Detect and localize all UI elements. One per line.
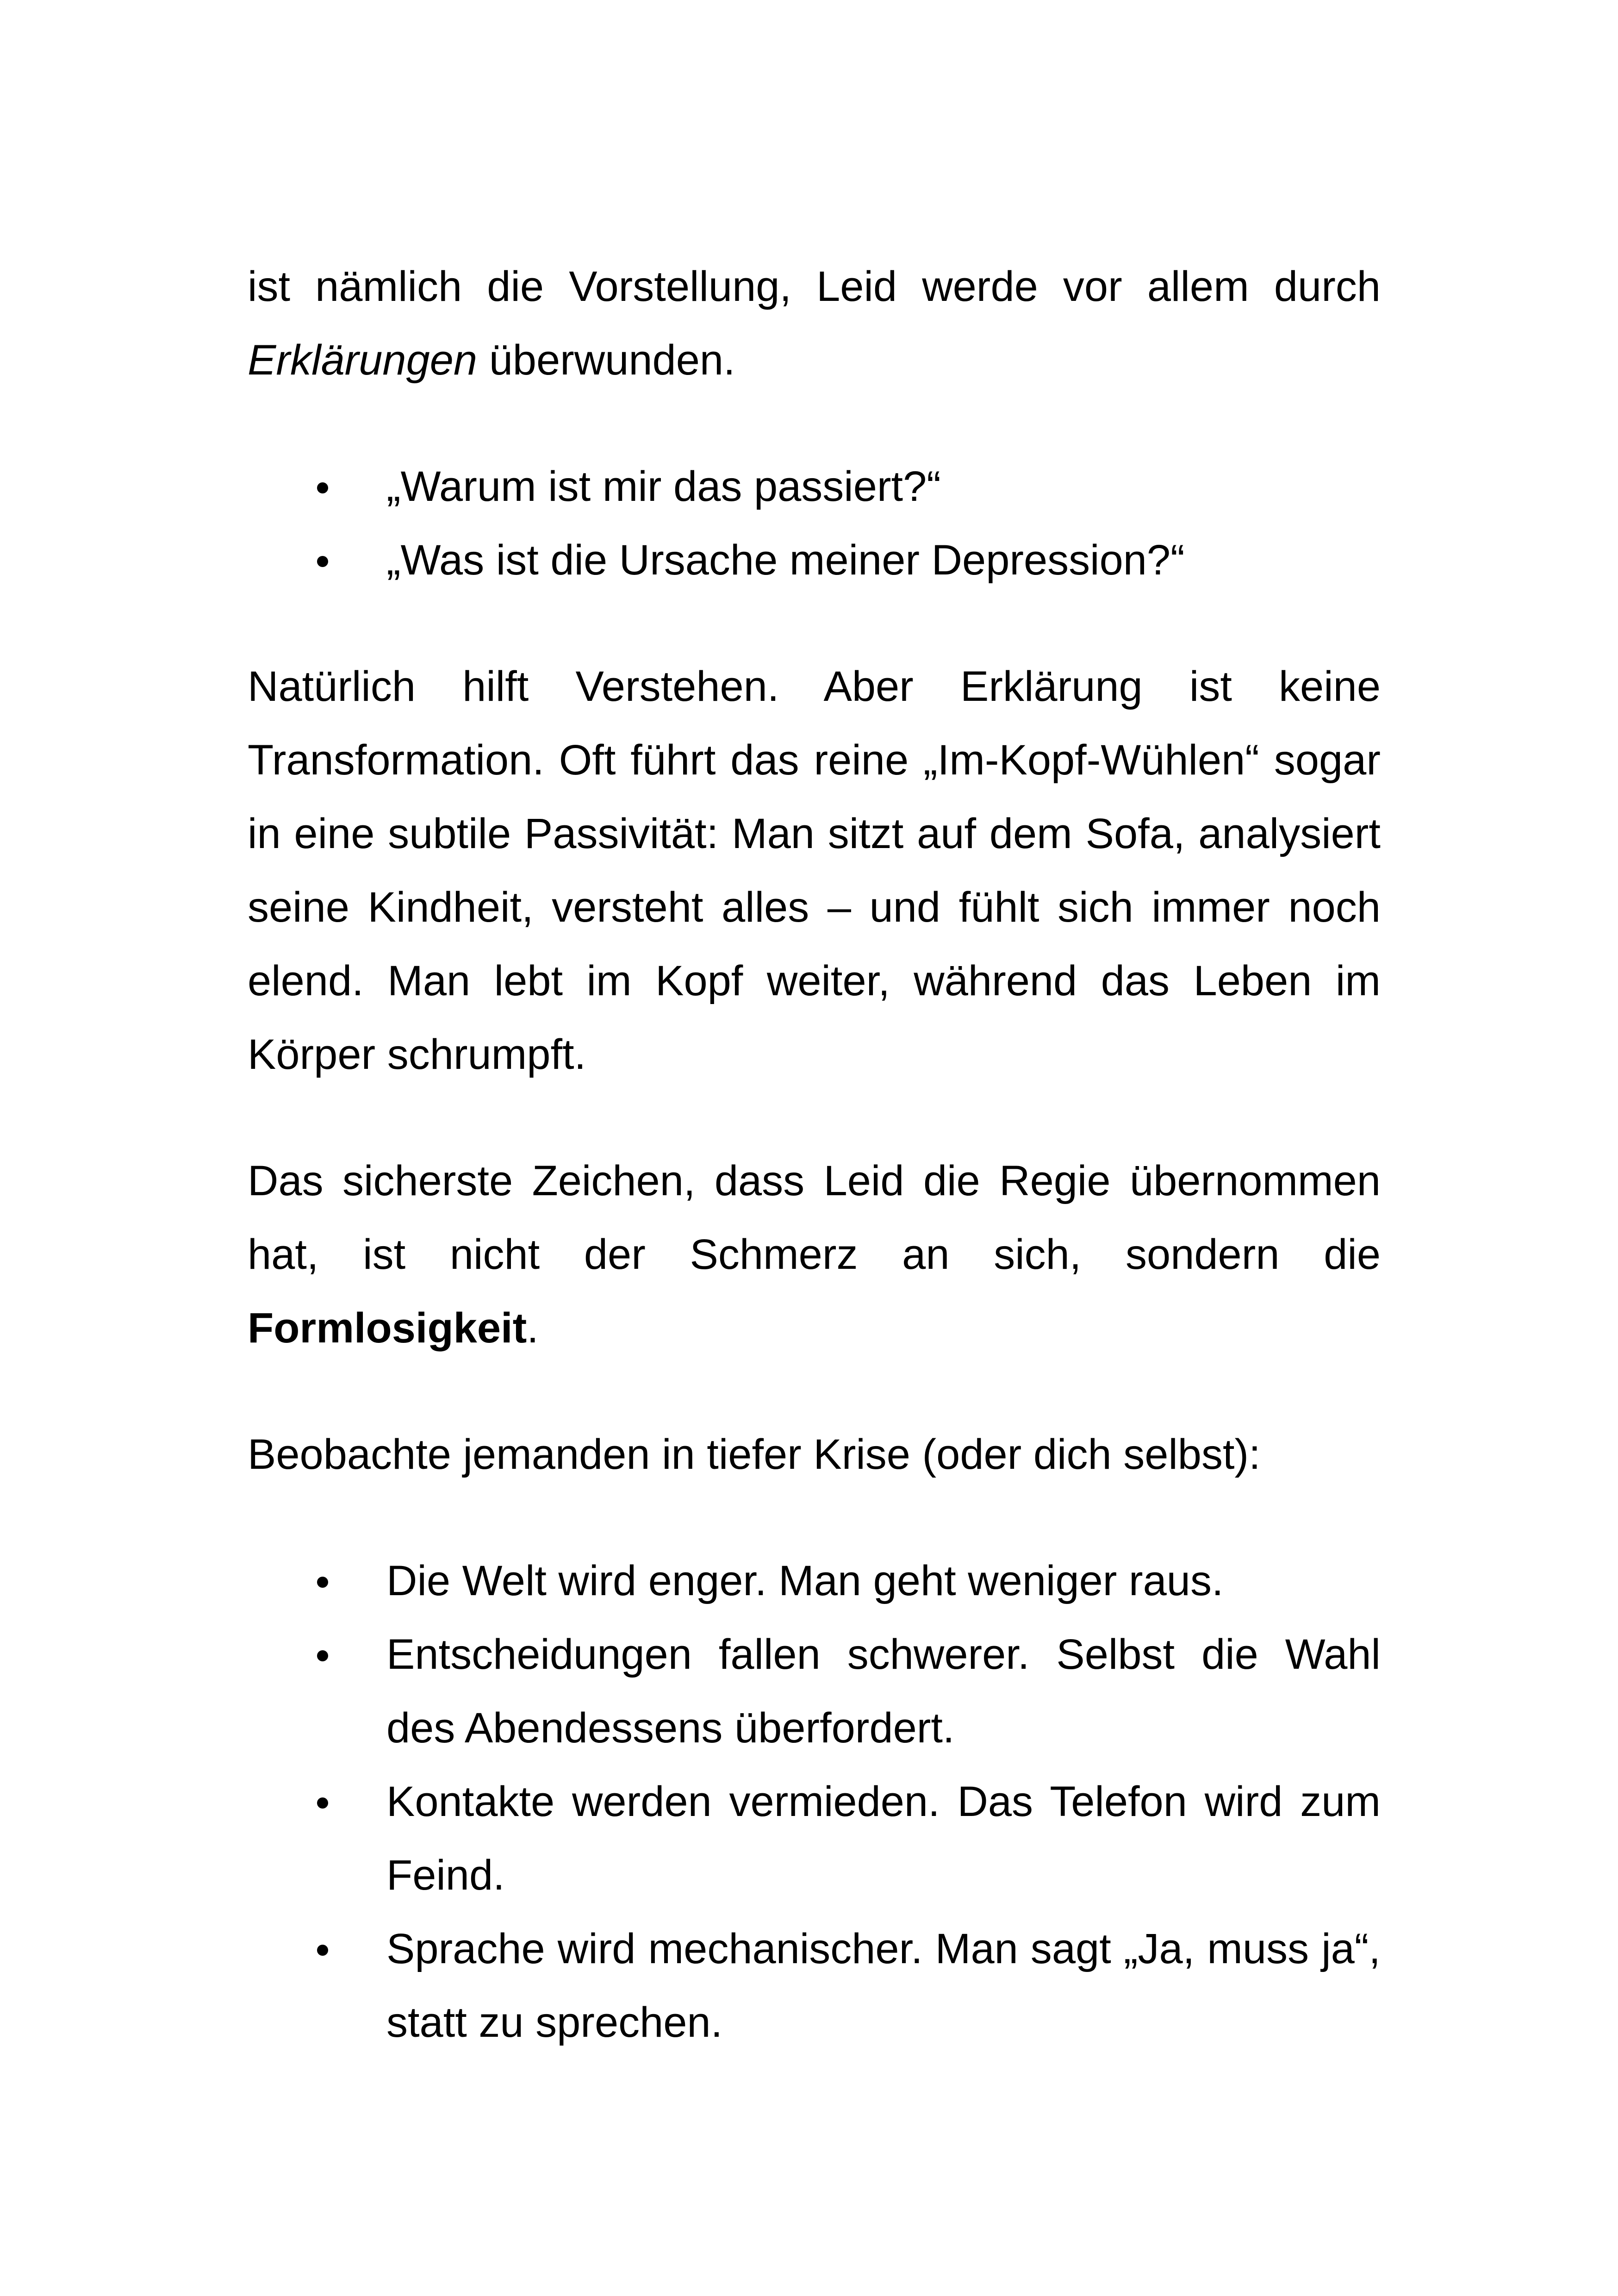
list-item xyxy=(248,450,1381,524)
list-item-text: Kontakte werden vermieden. Das Telefon wird zum Feind. xyxy=(386,1778,1381,1899)
list-item xyxy=(248,1618,1381,1765)
paragraph-text: Das sicherste Zeichen, dass Leid die Regie übernommen hat, ist nicht der Schmerz an sich, sondern die xyxy=(248,1157,1381,1278)
paragraph-text: ist nämlich die Vorstellung, Leid werde vor allem durch xyxy=(248,263,1381,310)
list-item xyxy=(248,1765,1381,1912)
paragraph-formlessness xyxy=(248,1144,1381,1365)
bold-formlosigkeit: Formlosigkeit xyxy=(248,1304,527,1352)
list-item-text: Die Welt wird enger. Man geht weniger raus. xyxy=(386,1557,1224,1604)
paragraph-observe: Beobachte jemanden in tiefer Krise (oder dich selbst): xyxy=(248,1431,1261,1478)
question-list xyxy=(248,450,1381,597)
paragraph-understanding: Natürlich hilft Verstehen. Aber Erklärung ist keine Transformation. Oft führt das reine „Im-Kopf-Wühlen“ sogar in eine subtile Passivität: Man sitzt auf dem Sofa, analysiert seine Kindheit, versteht alles – und fühlt sich immer noch elend. Man lebt im Kopf weiter, während das Leben im Körper schrumpft. xyxy=(248,663,1381,1078)
list-item-text: „Warum ist mir das passiert?“ xyxy=(386,463,941,510)
list-item xyxy=(248,1544,1381,1618)
page-body xyxy=(248,250,1381,2059)
paragraph-text: überwunden. xyxy=(477,337,735,384)
list-item xyxy=(248,524,1381,597)
list-item-text: „Was ist die Ursache meiner Depression?“ xyxy=(386,537,1185,584)
paragraph-text: . xyxy=(527,1304,539,1352)
list-item-text: Entscheidungen fallen schwerer. Selbst die Wahl des Abendessens überfordert. xyxy=(386,1631,1381,1752)
paragraph-explanations xyxy=(248,250,1381,397)
list-item-text: Sprache wird mechanischer. Man sagt „Ja, muss ja“, statt zu sprechen. xyxy=(386,1925,1381,2046)
list-item xyxy=(248,1912,1381,2059)
crisis-signs-list xyxy=(248,1544,1381,2059)
emphasis-erklaerungen: Erklärungen xyxy=(248,337,478,384)
